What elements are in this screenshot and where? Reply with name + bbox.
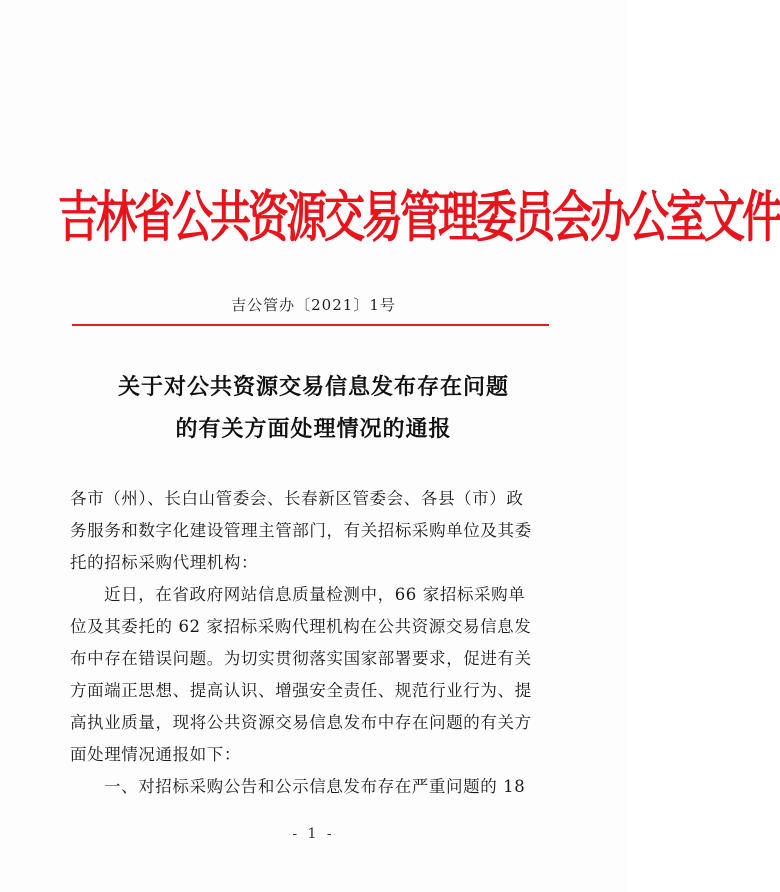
- body-text-line: 方面端正思想、提高认识、增强安全责任、规范行业行为、提: [70, 681, 532, 700]
- body-text-line: 各市（州）、长白山管委会、长春新区管委会、各县（市）政: [70, 489, 524, 508]
- red-divider-rule: [72, 324, 549, 326]
- body-text-line: 面处理情况通报如下：: [70, 745, 241, 764]
- page-number: - 1 -: [292, 826, 335, 842]
- body-text-line: 布中存在错误问题。为切实贯彻落实国家部署要求，促进有关: [70, 649, 532, 668]
- document-number: 吉公管办〔2021〕1号: [231, 296, 396, 314]
- body-text-line: 一、对招标采购公告和公示信息发布存在严重问题的 18: [104, 777, 526, 796]
- body-text-line: 位及其委托的 62 家招标采购代理机构在公共资源交易信息发: [70, 617, 532, 636]
- notice-title-line-2: 的有关方面处理情况的通报: [175, 417, 452, 442]
- body-text-line: 托的招标采购代理机构：: [70, 553, 259, 572]
- body-text-line: 高执业质量，现将公共资源交易信息发布中存在问题的有关方: [70, 713, 532, 732]
- body-text-line: 务服务和数字化建设管理主管部门，有关招标采购单位及其委: [70, 521, 532, 540]
- notice-title-line-1: 关于对公共资源交易信息发布存在问题: [117, 375, 509, 400]
- body-text-line: 近日，在省政府网站信息质量检测中，66 家招标采购单: [104, 585, 526, 604]
- masthead-title: 吉林省公共资源交易管理委员会办公室文件: [58, 184, 780, 250]
